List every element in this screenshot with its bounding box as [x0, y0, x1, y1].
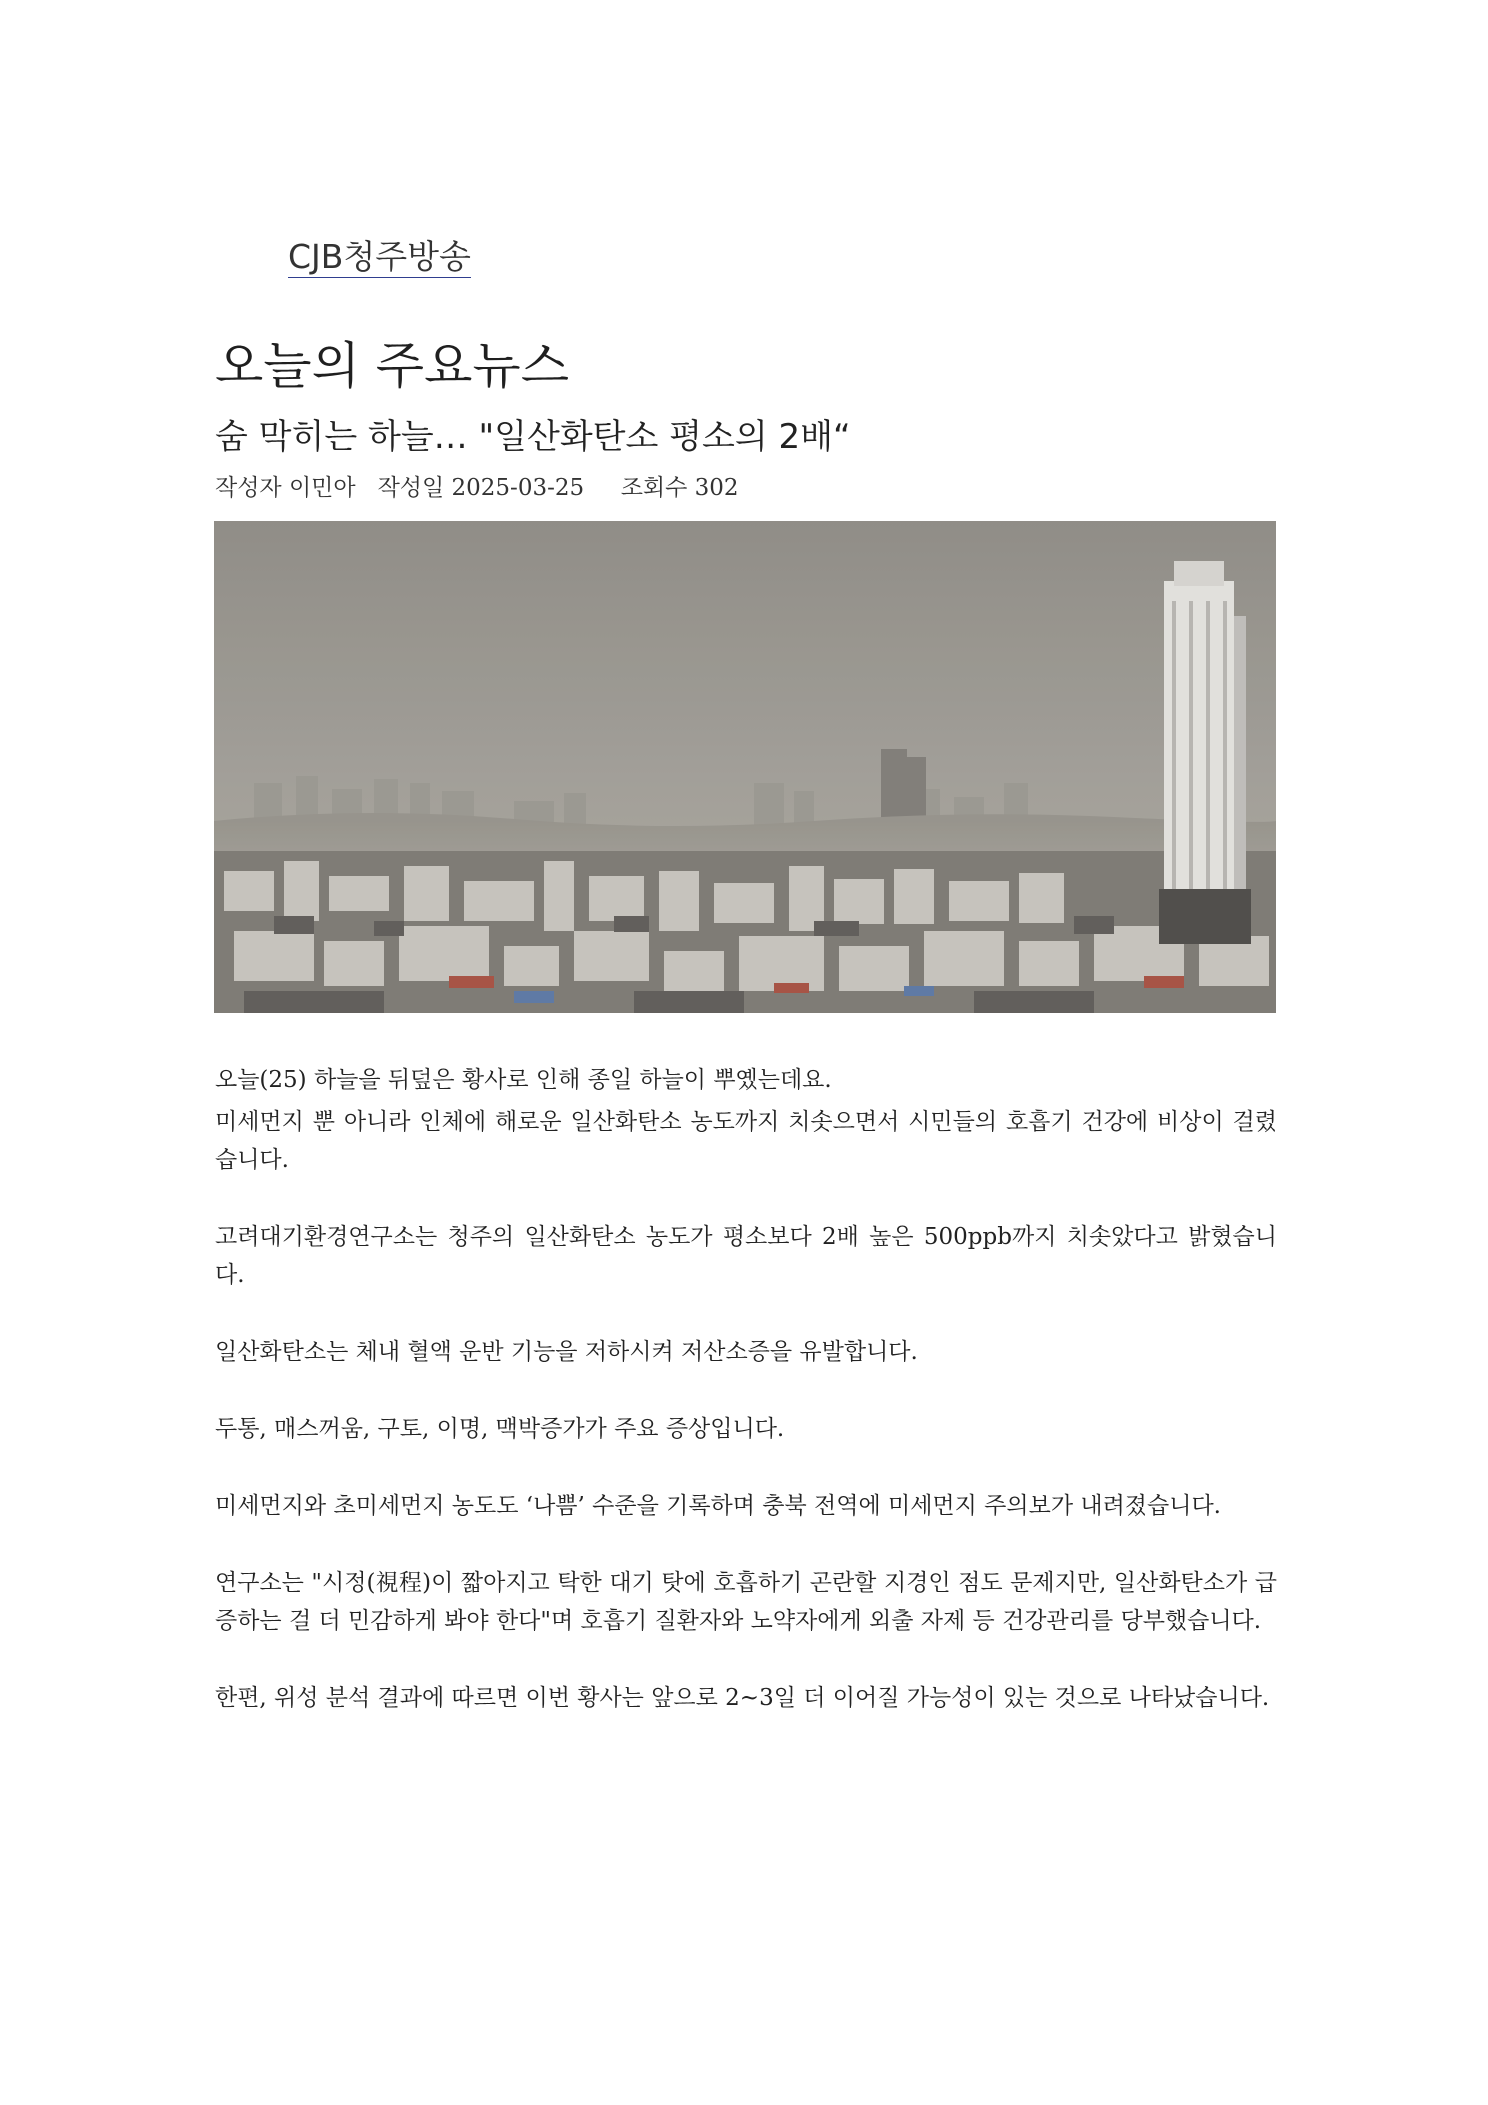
body-paragraph: 미세먼지와 초미세먼지 농도도 ‘나쁨’ 수준을 기록하며 충북 전역에 미세먼지 주의보가 내려졌습니다.: [215, 1493, 1221, 1519]
brand-link[interactable]: CJB청주방송: [288, 237, 471, 276]
article-author: 작성자 이민아: [215, 475, 356, 501]
body-paragraph: 일산화탄소는 체내 혈액 운반 기능을 저하시켜 저산소증을 유발합니다.: [215, 1339, 918, 1365]
body-paragraph: 미세먼지 뿐 아니라 인체에 해로운 일산화탄소 농도까지 치솟으면서 시민들의 호흡기 건강에 비상이 걸렸습니다.: [215, 1109, 1277, 1173]
photo-caption: 오늘(25) 하늘을 뒤덮은 황사로 인해 종일 하늘이 뿌옜는데요.: [215, 1067, 832, 1093]
article-body: [215, 1103, 1277, 1756]
body-paragraph: 한편, 위성 분석 결과에 따르면 이번 황사는 앞으로 2~3일 더 이어질 가능성이 있는 것으로 나타났습니다.: [215, 1685, 1270, 1711]
body-paragraph: 고려대기환경연구소는 청주의 일산화탄소 농도가 평소보다 2배 높은 500ppb까지 치솟았다고 밝혔습니다.: [215, 1224, 1277, 1288]
body-paragraph: 연구소는 "시정(視程)이 짧아지고 탁한 대기 탓에 호흡하기 곤란할 지경인 점도 문제지만, 일산화탄소가 급증하는 걸 더 민감하게 봐야 한다"며 호흡기 질환자와 노약자에게 외출 자제 등 건강관리를 당부했습니다.: [215, 1570, 1277, 1634]
article-meta: [215, 475, 739, 503]
article-headline: 숨 막히는 하늘… "일산화탄소 평소의 2배“: [215, 417, 851, 457]
body-paragraph: 두통, 매스꺼움, 구토, 이명, 맥박증가가 주요 증상입니다.: [215, 1416, 785, 1442]
article-views: 조회수 302: [620, 475, 739, 501]
cityscape-photo-icon: [214, 521, 1276, 1013]
article-date: 작성일 2025-03-25: [377, 475, 585, 501]
section-title: 오늘의 주요뉴스: [215, 337, 569, 395]
article-photo: [214, 521, 1276, 1013]
